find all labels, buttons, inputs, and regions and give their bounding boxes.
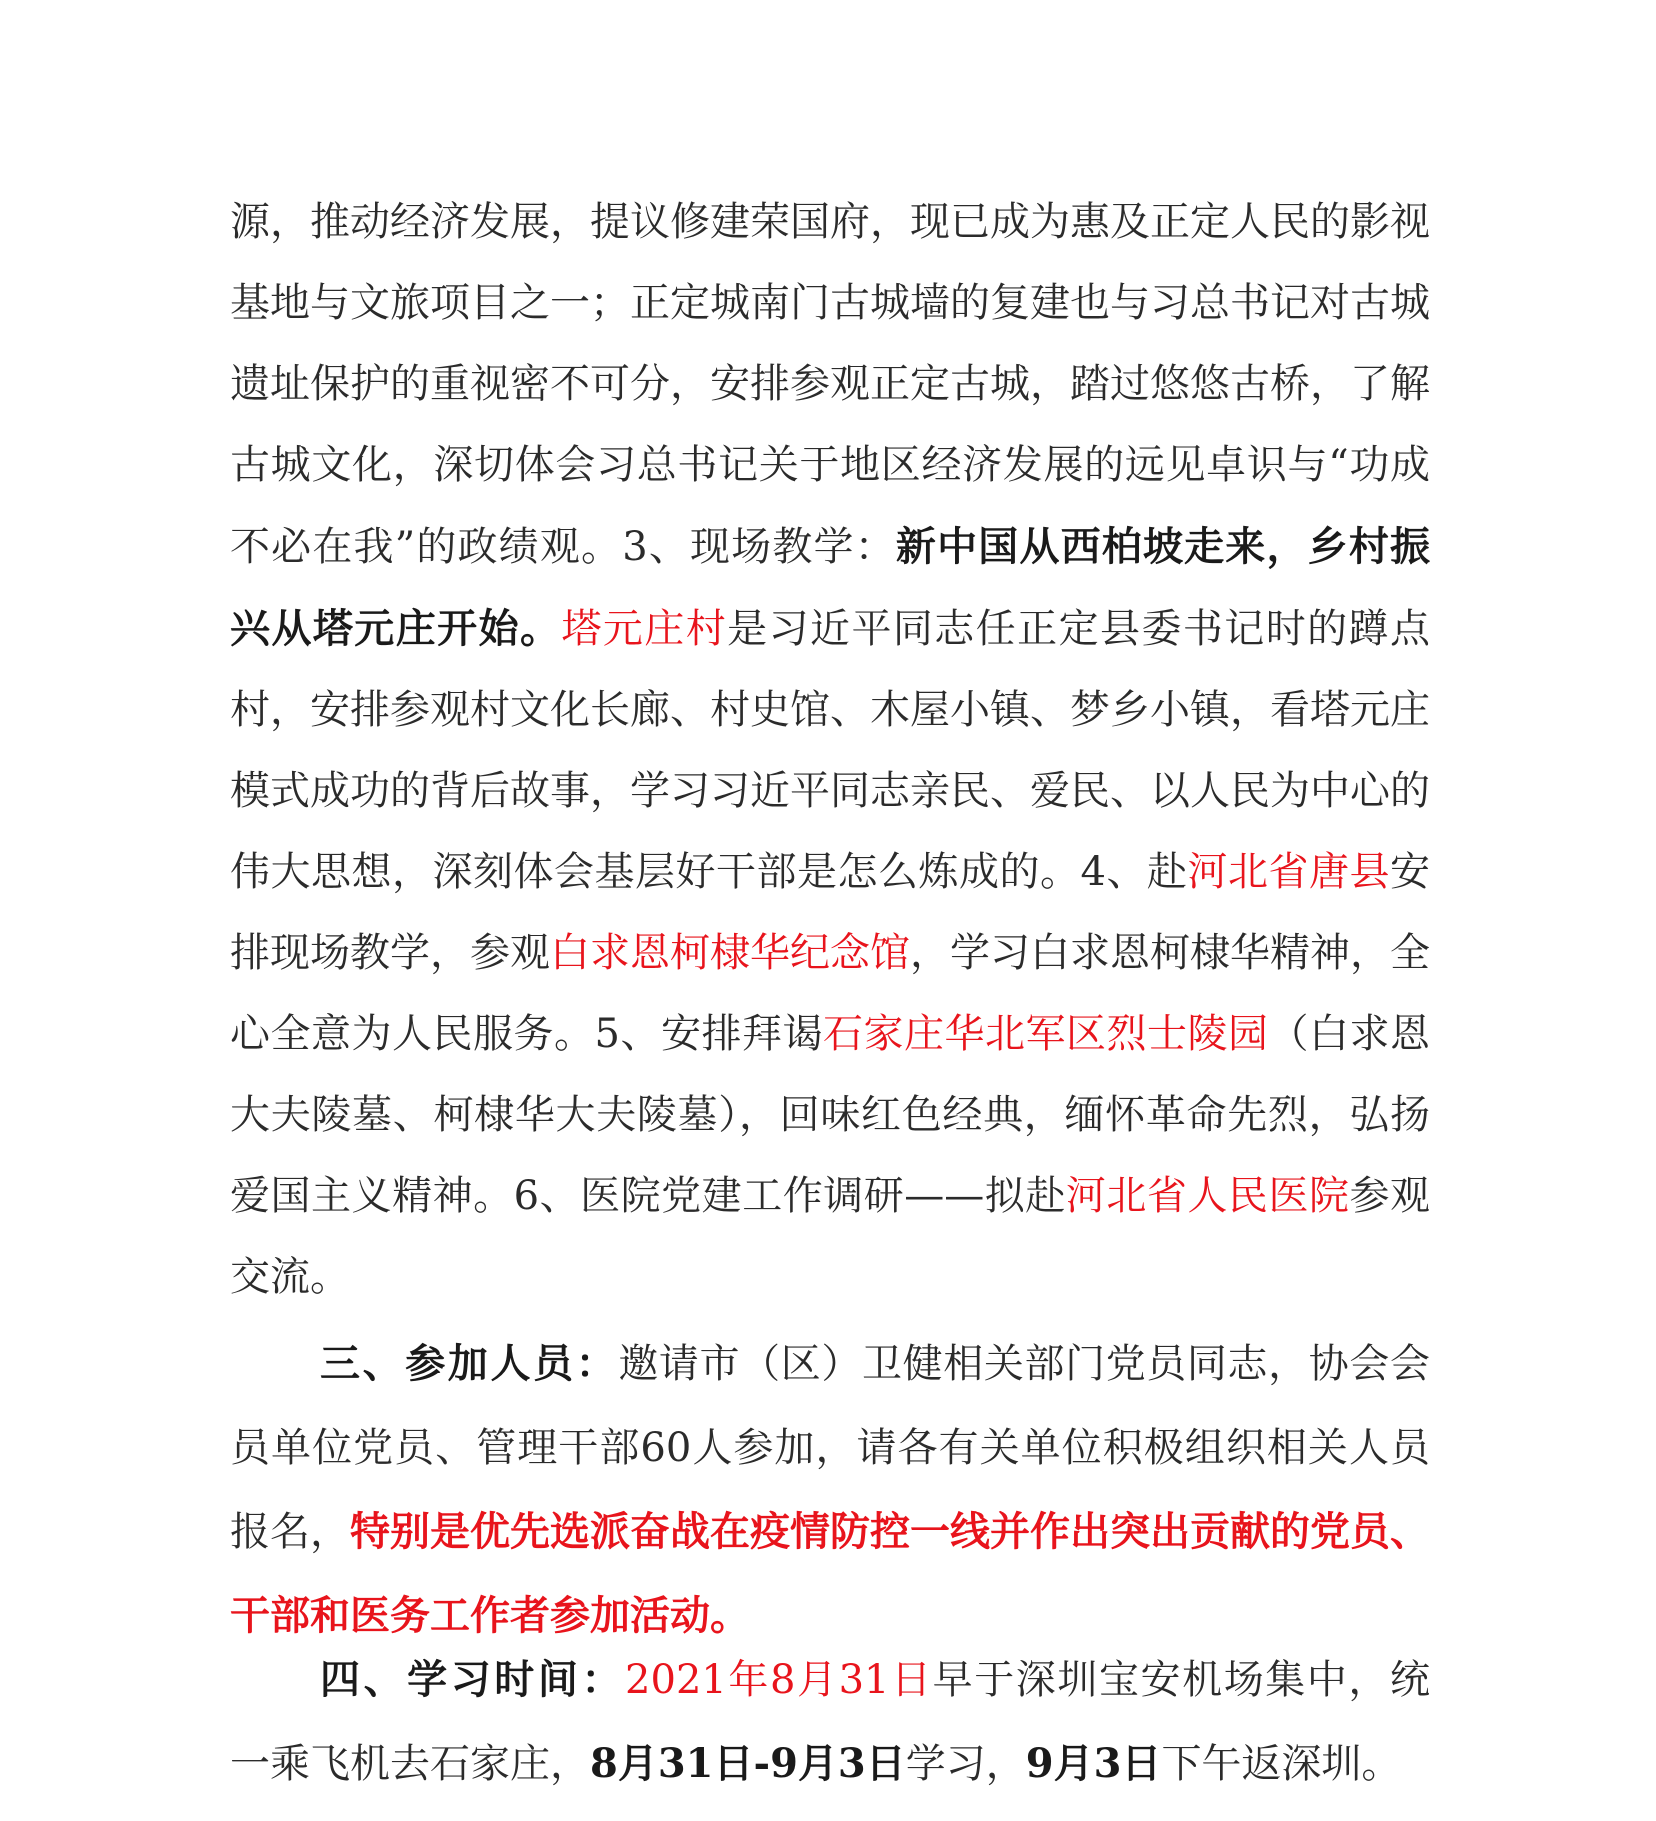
bold-return-date: 9月3日 — [1025, 1740, 1162, 1787]
text-span: （白求恩大夫陵墓、柯棣华大夫陵墓），回味红色经典，缅怀革命先烈，弘扬爱国主义精神。6、医院党建工作调研——拟赴 — [230, 1011, 1431, 1219]
text-span: 早于深圳宝安机场集中，统一乘飞机去石家庄， — [230, 1657, 1431, 1787]
highlight-start-date: 2021年8月31日 — [625, 1657, 933, 1703]
participants-paragraph — [230, 1322, 1430, 1658]
section-heading-study-time: 四、学习时间： — [320, 1656, 626, 1703]
activity-content-paragraph — [230, 182, 1430, 1318]
highlight-memorial-hall: 白求恩柯棣华纪念馆 — [550, 930, 910, 976]
bold-date-range: 8月31日-9月3日 — [590, 1740, 906, 1787]
study-time-paragraph — [230, 1638, 1430, 1806]
text-span: 源，推动经济发展，提议修建荣国府，现已成为惠及正定人民的影视基地与文旅项目之一；正定城南门古城墙的复建也与习总书记对古城遗址保护的重视密不可分，安排参观正定古城，踏过悠悠古桥，了解古城文化，深切体会习总书记关于地区经济发展的远见卓识与“功成不必在我”的政绩观。3、现场教学： — [230, 199, 1430, 570]
text-span: 邀请市（区）卫健相关部门党员同志，协会会员单位党员、管理干部60人参加，请各有关单位积极组织相关人员报名， — [230, 1341, 1431, 1555]
highlight-priority-note: 特别是优先选派奋战在疫情防控一线并作出突出贡献的党员、干部和医务工作者参加活动。 — [230, 1508, 1430, 1639]
text-span: 下午返深圳。 — [1161, 1741, 1402, 1787]
highlight-hospital: 河北省人民医院 — [1065, 1173, 1350, 1219]
bold-slogan: 新中国从西柏坡走来，乡村振兴从塔元庄开始。 — [230, 523, 1430, 652]
highlight-martyrs-cemetery: 石家庄华北军区烈士陵园 — [822, 1011, 1269, 1057]
text-span: 安排现场教学，参观 — [230, 849, 1431, 976]
text-span: 参观交流。 — [230, 1173, 1431, 1300]
text-span: 学习， — [905, 1741, 1026, 1787]
section-heading-participants: 三、参加人员： — [320, 1340, 619, 1387]
text-span: 是习近平同志任正定县委书记时的蹲点村，安排参观村文化长廊、村史馆、木屋小镇、梦乡小镇，看塔元庄模式成功的背后故事，学习习近平同志亲民、爱民、以人民为中心的伟大思想，深刻体会基层好干部是怎么炼成的。4、赴 — [230, 606, 1431, 895]
text-span: ，学习白求恩柯棣华精神，全心全意为人民服务。5、安排拜谒 — [230, 930, 1430, 1057]
highlight-tayuanzhuang: 塔元庄村 — [561, 606, 728, 652]
highlight-tangxian: 河北省唐县 — [1187, 849, 1391, 895]
